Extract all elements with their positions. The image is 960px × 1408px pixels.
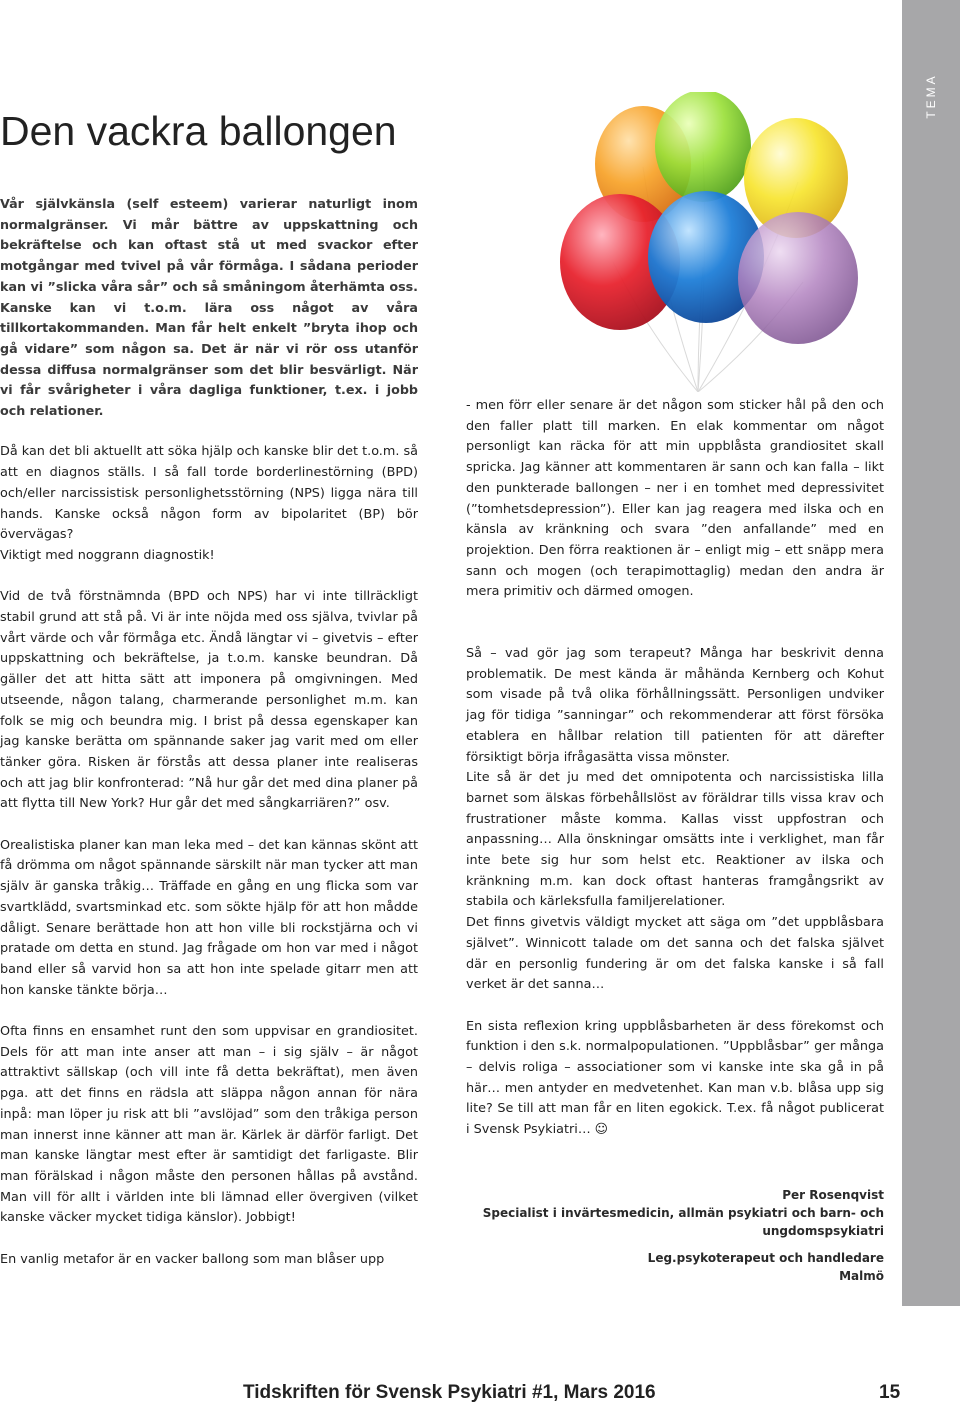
side-tab [902,0,960,1306]
body-paragraph: Vid de två förstnämnda (BPD och NPS) har vi inte tillräckligt stabil grund att stå på. Vi är inte nöjda med oss själva, tvivlar på vårt värde och vår förmåga etc. Ändå längtar vi – givetvis – efter uppskattning och bekräftelse, ja t.o.m. kanske beundran. Då gäller det att hitta sätt att imponera på omgivningen. Med utseende, någon talang, charmerande personlighet m.m. kan folk se mig och beundra mig. I brist på dessa egenskaper kan jag kanske berätta om spännande saker jag varit med om eller tänker göra. Risken är förstås att dessa planer inte realiseras och att jag blir konfronterad: ”Nå hur går det med dina planer på att flytta till New York? Hur går det med sångkarriären?” osv. [0,589,418,812]
body-paragraph: Viktigt med noggrann diagnostik! [0,547,215,563]
body-paragraph: Ofta finns en ensamhet runt den som uppvisar en grandiositet. Dels för att man inte anser att man – i sig själv – är något attraktivt sällskap (och vill inte få detta bekräftat), men även pga. att det finns en rädsla att släppa någon annan för nära inpå: man löper ju risk att bli ”avslöjad” som den tråkiga person man innerst inne känner att man är. Kärlek är därför farligt. Det man kanske längtar mest efter är samtidigt det farligaste. Blir man förälskad i någon måste den personen hållas på avstånd. Man vill för allt i världen inte bli lämnad eller övergiven (vilket kanske väcker mycket tidiga känslor). Jobbigt! [0,1024,418,1226]
body-paragraph: Då kan det bli aktuellt att söka hjälp och kanske blir det t.o.m. så att en diagnos ställs. I så fall torde borderlinestörning (BPD) och/eller narcissistisk personlighetsstörning (NPS) ligga nära till hands. Kanske också någon form av bipolaritet (BP) bör övervägas? [0,444,418,543]
journal-title: Tidskriften för Svensk Psykiatri #1, Mars 2016 [243,1382,656,1403]
body-paragraph: Lite så är det ju med det omnipotenta och narcissistiska lilla barnet som älskas förbehållslöst av föräldrar tills vissa krav och frustrationer måste komma. Kallas visst uppfostran och anpassning… Alla önskningar omsätts inte i verklighet, man får inte bete sig hur som helst etc. Reaktioner av ilska och kränkning m.m. kan dock oftast hanteras framgångsrikt av stabila och kärleksfulla familjerelationer. [466,770,884,910]
body-paragraph: En sista reflexion kring uppblåsbarheten är dess förekomst och funktion i den s.k. normalpopulationen. ”Uppblåsbar” ger många – delvis roliga – associationer som vi kanske inte ska gå in på här… men antyder en medvetenhet. Kan man v.b. blåsa upp sig lite? Se till att man får en liten egokick. T.ex. få något publicerat i Svensk Psykiatri… ☺ [466,1018,884,1138]
body-paragraph: Så – vad gör jag som terapeut? Många har beskrivit denna problematik. De mest kända är måhända Kernberg och Kohut som visade på två olika förhållningssätt. Personligen undviker jag för tidiga ”sanningar” och rekommenderar att först försöka etablera en hållbar relation till patienten för att därefter försiktigt börja ifrågasätta vissa mönster. [466,646,884,765]
article-title: Den vackra ballongen [0,108,397,154]
body-paragraph: Det finns givetvis väldigt mycket att säga om ”det uppblåsbara självet”. Winnicott talade om det sanna och det falska självet där en personlig fundering är om det falska kanske i så fall verket är det sanna… [466,915,884,993]
author-title: Specialist i invärtesmedicin, allmän psykiatri och barn- och ungdomspsykiatri [482,1206,884,1238]
balloons-image [548,92,878,392]
body-paragraph: - men förr eller senare är det någon som sticker hål på den och den faller platt till marken. En elak kommentar om något personligt kan räcka för att min uppblåsta grandiositet skall spricka. Jag känner att kommentaren är sann och kan falla – likt den punkterade ballongen – ner i en tomhet med depressivitet (”tomhetsdepression”). Eller kan jag reagera med ilska och en känsla av kränkning och svara ”den anfallande” med en projektion. Den förra reaktionen är – enligt mig – ett snäpp mera sann och mogen (och terapimottaglig) medan den andra är mera primitiv och därmed omogen. [466,398,884,600]
body-paragraph: En vanlig metafor är en vacker ballong som man blåser upp [0,1251,385,1267]
right-column [466,396,884,1141]
page-number: 15 [879,1382,901,1403]
left-column [0,194,418,1270]
intro-paragraph: Vår självkänsla (self esteem) varierar naturligt inom normalgränser. Vi mår bättre av uppskattning och bekräftelse och kan oftast stå ut med svackor efter motgångar med tvivel på vår förmåga. I sådana perioder kan vi ”slicka våra sår” och så småningom återhämta oss. Kanske kan vi t.o.m. lära oss något av våra tillkortakommanden. Man får helt enkelt ”bryta ihop och gå vidare” som någon sa. Det är när vi rör oss utanför dessa diffusa normalgränser som det blir besvärligt. När vi får svårigheter i våra dagliga funktioner, t.ex. i jobb och relationer. [0,196,418,419]
author-title-2: Leg.psykoterapeut och handledare [647,1251,884,1265]
author-name: Per Rosenqvist [782,1188,884,1202]
author-signature [466,1186,884,1285]
author-city: Malmö [839,1269,884,1283]
section-label: TEMA [924,73,938,119]
body-paragraph: Orealistiska planer kan man leka med – det kan kännas skönt att få drömma om något spännande särskilt när man tycker att man själv är ganska tråkig… Träffade en gång en ung flicka som var svartklädd, svartsminkad etc. som sökte hjälp för att hon mådde dåligt. Senare berättade hon att hon ville bli rockstjärna och vi pratade om detta en stund. Jag frågade om hon var med i något band eller så varvid hon sa att hon inte spelade gitarr men att hon kanske tänkte börja… [0,837,418,998]
